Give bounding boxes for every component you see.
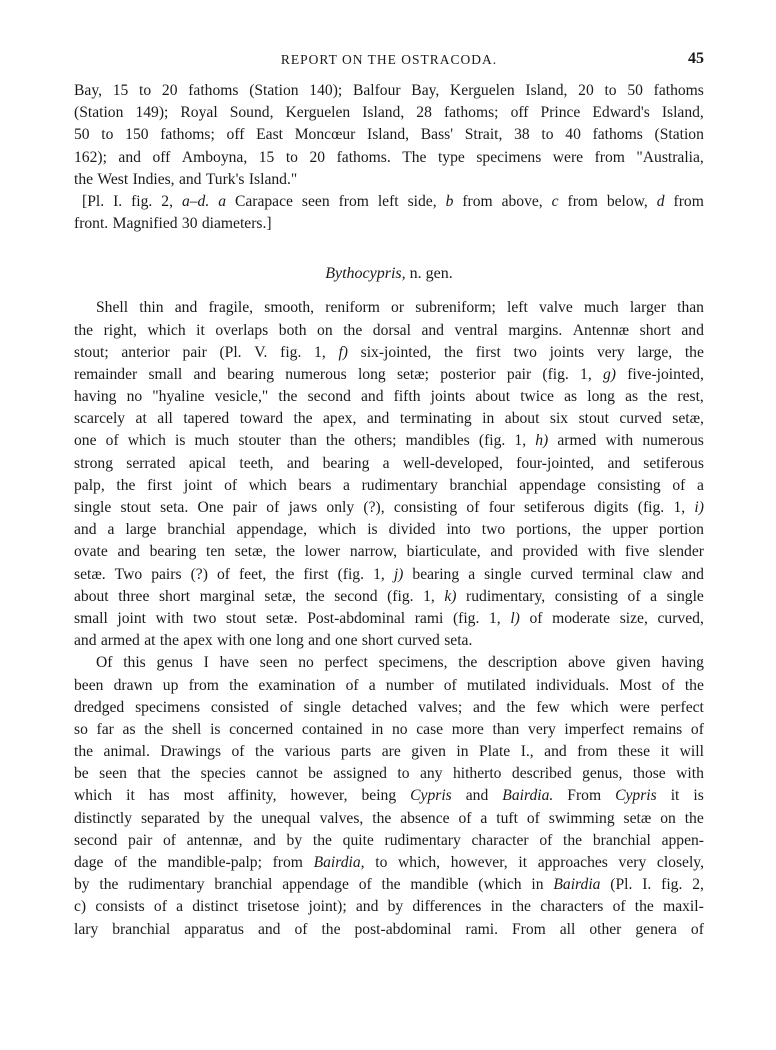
paragraph-description: [74, 297, 704, 652]
text-line: by the rudimentary branchial appendage of the mandible (which in Bairdia (Pl. I. fig. 2,: [74, 876, 704, 894]
running-title: REPORT ON THE OSTRACODA.: [280, 52, 498, 67]
text-line: [Pl. I. fig. 2, a–d. a Carapace seen from left side, b from above, c from below, d from: [82, 192, 704, 210]
text-line: so far as the shell is concerned contained in no case more than very imperfect remains of: [74, 720, 704, 738]
text-line: one of which is much stouter than the others; mandibles (fig. 1, h) armed with numerous: [74, 432, 704, 450]
text-line: the animal. Drawings of the various parts are given in Plate I., and from these it will: [74, 743, 704, 761]
text-line: having no "hyaline vesicle," the second and fifth joints about twice as long as the rest,: [74, 388, 704, 406]
text-line: dage of the mandible-palp; from Bairdia, to which, however, it approaches very closely,: [74, 854, 704, 871]
text-line: dredged specimens consisted of single detached valves; and the few which were perfect: [74, 698, 704, 716]
text-line: 50 to 150 fathoms; off East Moncœur Island, Bass' Strait, 38 to 40 fathoms (Station: [74, 126, 704, 144]
spacer: [74, 235, 704, 263]
text-line: scarcely at all tapered toward the apex, and terminating in about six stout curved setæ,: [74, 410, 704, 428]
text-line: and armed at the apex with one long and one short curved seta.: [74, 632, 473, 650]
text-line: strong serrated apical teeth, and bearing a well-developed, four-jointed, and setiferous: [74, 454, 704, 472]
text-line: ovate and bearing ten setæ, the lower narrow, biarticulate, and provided with five slender: [74, 543, 704, 561]
text-line: Bay, 15 to 20 fathoms (Station 140); Balfour Bay, Kerguelen Island, 20 to 50 fathoms: [74, 82, 704, 99]
text-line: second pair of antennæ, and by the quite rudimentary character of the branchial appen-: [74, 831, 704, 849]
text-line: c) consists of a distinct trisetose joint); and by differences in the characters of the maxil-: [74, 898, 704, 916]
paragraph-plate-reference: [74, 191, 704, 235]
section-heading: [74, 263, 704, 285]
genus-name: Bythocypris,: [325, 265, 406, 283]
text-line: small joint with two stout setæ. Post-abdominal rami (fig. 1, l) of moderate size, curved,: [74, 609, 704, 627]
text-line: single stout seta. One pair of jaws only (?), consisting of four setiferous digits (fig. 1, i): [74, 499, 704, 516]
text-line: been drawn up from the examination of a number of mutilated individuals. Most of the: [74, 676, 704, 694]
text-line: and a large branchial appendage, which is divided into two portions, the upper portion: [74, 521, 704, 539]
text-line: about three short marginal setæ, the second (fig. 1, k) rudimentary, consisting of a single: [74, 587, 704, 605]
page-number: 45: [688, 50, 704, 67]
text-line: Of this genus I have seen no perfect specimens, the description above given having: [96, 654, 704, 672]
document-page: [74, 0, 704, 941]
text-line: 162); and off Amboyna, 15 to 20 fathoms. The type specimens were from "Australia,: [74, 148, 704, 166]
text-line: front. Magnified 30 diameters.]: [74, 215, 272, 233]
text-line: the West Indies, and Turk's Island.": [74, 170, 298, 188]
paragraph-discussion: [74, 652, 704, 940]
body-text: [74, 80, 704, 941]
text-line: which it has most affinity, however, being Cypris and Bairdia. From Cypris it is: [74, 787, 704, 805]
paragraph-locality: [74, 80, 704, 191]
text-line: remainder small and bearing numerous long setæ; posterior pair (fig. 1, g) five-jointed,: [74, 365, 704, 383]
text-line: setæ. Two pairs (?) of feet, the first (fig. 1, j) bearing a single curved terminal claw and: [74, 565, 704, 583]
text-line: the right, which it overlaps both on the dorsal and ventral margins. Antennæ short and: [74, 321, 704, 339]
text-line: lary branchial apparatus and of the post-abdominal rami. From all other genera of: [74, 920, 704, 938]
text-line: palp, the first joint of which bears a rudimentary branchial appendage consisting of a: [74, 476, 704, 494]
genus-suffix: n. gen.: [409, 265, 453, 283]
text-line: stout; anterior pair (Pl. V. fig. 1, f) six-jointed, the first two joints very large, the: [74, 343, 704, 361]
text-line: distinctly separated by the unequal valves, the absence of a tuft of swimming setæ on the: [74, 809, 704, 827]
text-line: be seen that the species cannot be assigned to any hitherto described genus, those with: [74, 765, 704, 783]
text-line: Shell thin and fragile, smooth, reniform or subreniform; left valve much larger than: [96, 299, 704, 317]
page-header: [74, 50, 704, 80]
text-line: (Station 149); Royal Sound, Kerguelen Island, 28 fathoms; off Prince Edward's Island,: [74, 104, 704, 122]
